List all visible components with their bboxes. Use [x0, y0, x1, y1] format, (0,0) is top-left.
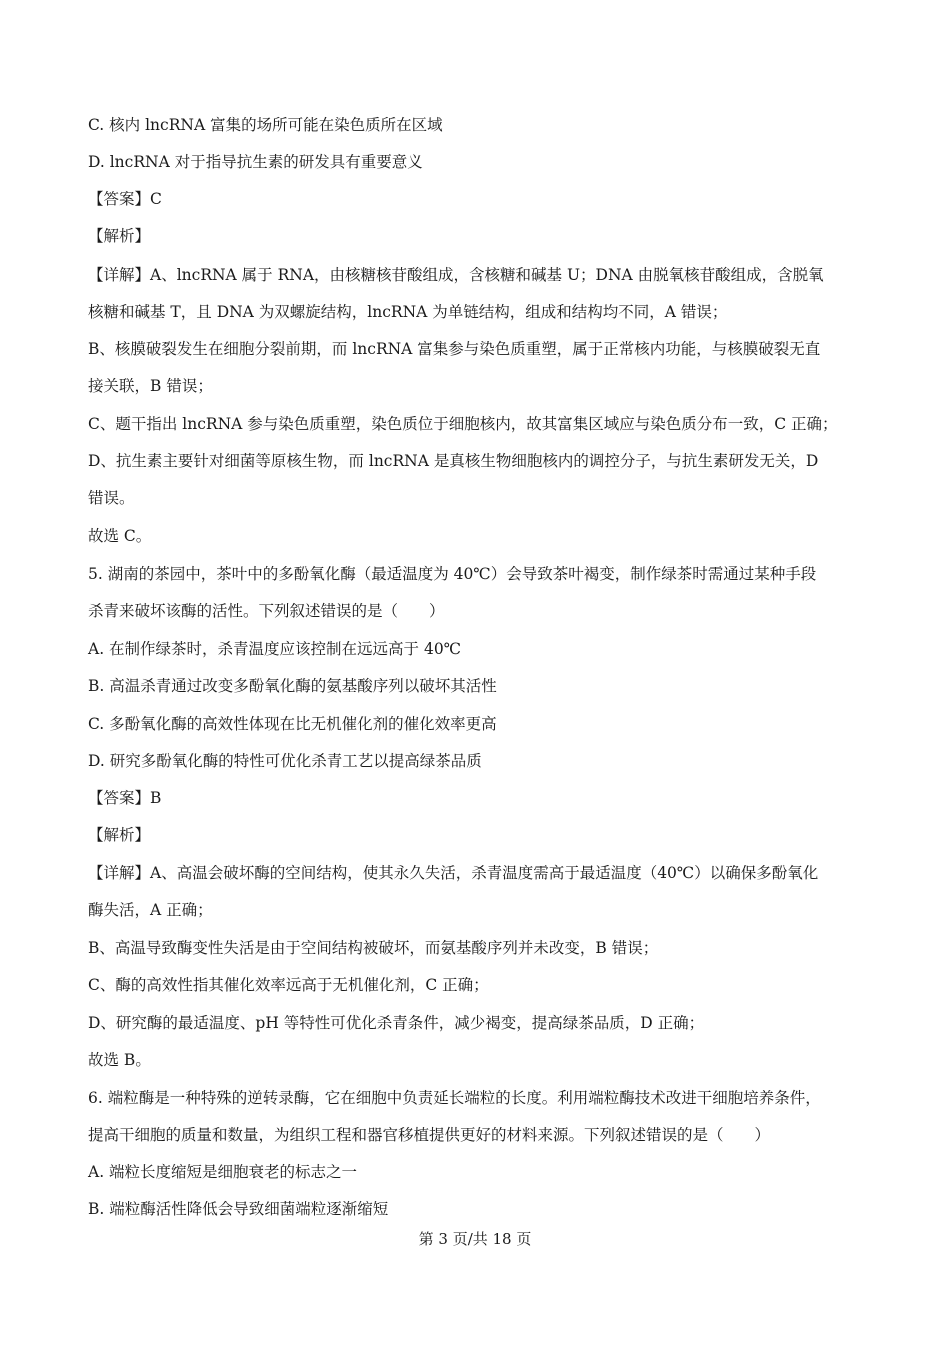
q5-option-d: D. 研究多酚氧化酶的特性可优化杀青工艺以提高绿茶品质: [88, 752, 482, 770]
q4-detail-line: 接关联，B 错误；: [88, 377, 213, 395]
q5-detail-line: 酶失活，A 正确；: [88, 901, 213, 919]
q5-answer: 【答案】B: [88, 789, 162, 807]
q4-conclusion: 故选 C。: [88, 527, 152, 545]
q5-conclusion: 故选 B。: [88, 1051, 151, 1069]
q5-analysis-label: 【解析】: [88, 826, 151, 844]
q5-detail-line: D、研究酶的最适温度、pH 等特性可优化杀青条件，减少褐变，提高绿茶品质，D 正确；: [88, 1014, 705, 1032]
q6-option-b: B. 端粒酶活性降低会导致细菌端粒逐渐缩短: [88, 1200, 389, 1218]
page-number-footer: 第 3 页/共 18 页: [418, 1230, 532, 1248]
q4-detail-line: C、题干指出 lncRNA 参与染色质重塑，染色质位于细胞核内，故其富集区域应与染色质分布一致，C 正确；: [88, 415, 838, 433]
q6-stem-line: 提高干细胞的质量和数量，为组织工程和器官移植提供更好的材料来源。下列叙述错误的是（ ）: [88, 1126, 771, 1144]
q4-detail-line: D、抗生素主要针对细菌等原核生物，而 lncRNA 是真核生物细胞核内的调控分子，与抗生素研发无关，D: [88, 452, 819, 470]
q4-answer: 【答案】C: [88, 190, 162, 208]
q4-detail-line: B、核膜破裂发生在细胞分裂前期，而 lncRNA 富集参与染色质重塑，属于正常核内功能，与核膜破裂无直: [88, 340, 821, 358]
q5-option-a: A. 在制作绿茶时，杀青温度应该控制在远远高于 40℃: [88, 640, 462, 658]
q5-stem-line: 杀青来破坏该酶的活性。下列叙述错误的是（ ）: [88, 602, 445, 620]
q4-option-d: D. lncRNA 对于指导抗生素的研发具有重要意义: [88, 153, 423, 171]
q5-stem-line: 5. 湖南的茶园中，茶叶中的多酚氧化酶（最适温度为 40℃）会导致茶叶褐变，制作绿茶时需通过某种手段: [88, 565, 817, 583]
q5-detail-line: B、高温导致酶变性失活是由于空间结构被破坏，而氨基酸序列并未改变，B 错误；: [88, 939, 659, 957]
q6-stem-line: 6. 端粒酶是一种特殊的逆转录酶，它在细胞中负责延长端粒的长度。利用端粒酶技术改进干细胞培养条件，: [88, 1089, 821, 1107]
q4-analysis-label: 【解析】: [88, 227, 151, 245]
q5-detail-line: C、酶的高效性指其催化效率远高于无机催化剂，C 正确；: [88, 976, 489, 994]
q4-detail-line: 【详解】A、lncRNA 属于 RNA，由核糖核苷酸组成，含核糖和碱基 U；DNA 由脱氧核苷酸组成，含脱氧: [88, 266, 824, 284]
q4-detail-line: 核糖和碱基 T，且 DNA 为双螺旋结构，lncRNA 为单链结构，组成和结构均不同，A 错误；: [88, 303, 728, 321]
q4-option-c: C. 核内 lncRNA 富集的场所可能在染色质所在区域: [88, 116, 443, 134]
q5-option-c: C. 多酚氧化酶的高效性体现在比无机催化剂的催化效率更高: [88, 715, 497, 733]
q5-option-b: B. 高温杀青通过改变多酚氧化酶的氨基酸序列以破坏其活性: [88, 677, 497, 695]
q5-detail-line: 【详解】A、高温会破坏酶的空间结构，使其永久失活，杀青温度需高于最适温度（40℃）以确保多酚氧化: [88, 864, 819, 882]
q4-detail-line: 错误。: [88, 489, 135, 507]
q6-option-a: A. 端粒长度缩短是细胞衰老的标志之一: [88, 1163, 358, 1181]
